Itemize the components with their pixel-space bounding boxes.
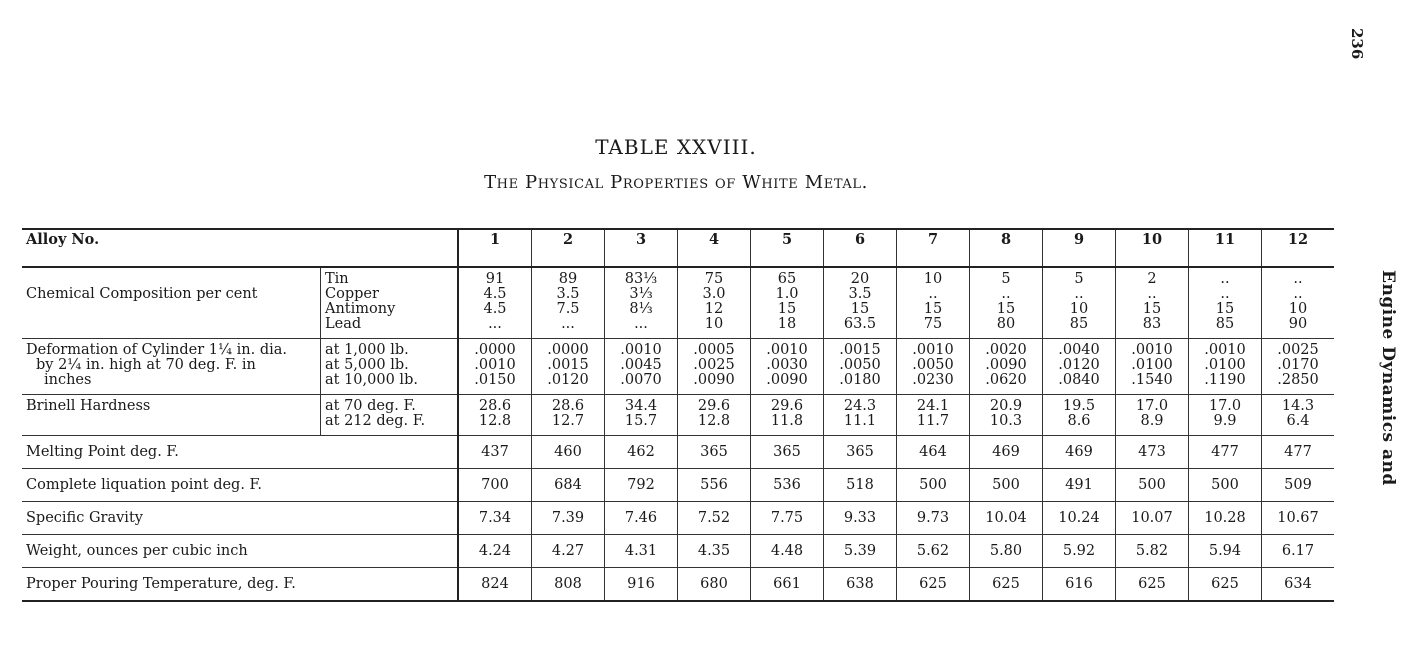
value: 15 [996,301,1016,317]
alloy-number-header: Alloy No. [26,231,100,248]
running-head: Engine Dynamics and [1378,270,1398,486]
sub-label: Antimony [325,301,396,317]
value: .0030 [766,357,808,373]
value: .. [928,286,938,302]
value: 8⅓ [629,301,653,317]
value-cell [1116,339,1189,395]
table-title: TABLE XXVIII. [595,135,757,159]
table-row [22,395,1334,436]
value: 10 [704,316,724,332]
value-cell [532,339,605,395]
value: 2 [1147,271,1157,287]
value-cell: 680 [678,568,751,602]
property-label-text: Melting Point deg. F. [26,443,179,460]
value: 15.7 [624,413,658,429]
value-cell: 473 [1116,436,1189,469]
value-cell [1189,267,1262,339]
value-cell [532,395,605,436]
value-cell: 469 [970,436,1043,469]
value-cell [458,395,532,436]
value: .0150 [474,372,516,388]
value: 11.1 [843,413,877,429]
value: 80 [996,316,1016,332]
value-cell: 7.75 [751,502,824,535]
property-label [22,469,458,502]
value: ... [634,316,648,332]
value-cell: 10.04 [970,502,1043,535]
value-cell [1262,395,1335,436]
value: 7.5 [556,301,580,317]
value: 75 [923,316,943,332]
value: .0010 [1131,342,1173,358]
alloy-number-1: 1 [458,229,532,267]
value: .0015 [839,342,881,358]
sub-label: at 70 deg. F. [325,398,416,414]
page-number: 236 [1348,28,1366,60]
value-cell: 4.27 [532,535,605,568]
value: 3.5 [556,286,580,302]
alloy-number-12: 12 [1262,229,1335,267]
value: 89 [558,271,578,287]
value-cell: 625 [1116,568,1189,602]
value: 17.0 [1135,398,1169,414]
value-cell: 7.46 [605,502,678,535]
table-row [22,339,1334,395]
value: 3⅓ [629,286,653,302]
value-cell: 7.39 [532,502,605,535]
value-cell [970,267,1043,339]
value-cell [1116,267,1189,339]
sub-label: at 10,000 lb. [325,372,418,388]
value: 12.8 [478,413,512,429]
property-label-line: inches [44,372,92,388]
value: .0010 [1204,342,1246,358]
alloy-number-2: 2 [532,229,605,267]
alloy-number-4: 4 [678,229,751,267]
value: 18 [777,316,797,332]
value: 83 [1142,316,1162,332]
property-label [22,395,321,436]
value-cell: 464 [897,436,970,469]
value: 3.5 [848,286,872,302]
value-cell: 509 [1262,469,1335,502]
value: 10 [1288,301,1308,317]
value: 28.6 [551,398,585,414]
value-cell: 700 [458,469,532,502]
value: .0010 [474,357,516,373]
value-cell [1116,395,1189,436]
value: .. [1147,286,1157,302]
value-cell: 5.82 [1116,535,1189,568]
value: 15 [1215,301,1235,317]
value: .. [1293,271,1303,287]
value-cell: 625 [970,568,1043,602]
value: .0090 [693,372,735,388]
value: 6.4 [1286,413,1310,429]
alloy-number-6: 6 [824,229,897,267]
value-cell: 916 [605,568,678,602]
value: 12.8 [697,413,731,429]
value-cell [897,267,970,339]
value-cell: 5.80 [970,535,1043,568]
sub-labels [321,395,459,436]
sub-labels [321,267,459,339]
value: .1190 [1204,372,1246,388]
value: .0015 [547,357,589,373]
value: 20.9 [989,398,1023,414]
value-cell [1043,339,1116,395]
value: 65 [777,271,797,287]
value: 29.6 [770,398,804,414]
value: .0100 [1131,357,1173,373]
value-cell [678,267,751,339]
value: .0025 [693,357,735,373]
value-cell: 4.24 [458,535,532,568]
value-cell [605,267,678,339]
value-cell: 500 [1116,469,1189,502]
value-cell: 460 [532,436,605,469]
table-row [22,436,1334,469]
value-cell: 625 [897,568,970,602]
value-cell [458,339,532,395]
alloy-number-5: 5 [751,229,824,267]
property-label [22,339,321,395]
value-cell [897,395,970,436]
value-cell: 661 [751,568,824,602]
value-cell [1043,395,1116,436]
value: 5 [1001,271,1011,287]
table-row [22,535,1334,568]
value: 29.6 [697,398,731,414]
value: .0025 [1277,342,1319,358]
value-cell: 5.94 [1189,535,1262,568]
property-label [22,535,458,568]
value-cell [1189,395,1262,436]
value-cell: 365 [678,436,751,469]
value: .. [1220,286,1230,302]
value-cell [1189,339,1262,395]
property-label-text: Brinell Hardness [26,398,151,414]
value-cell [824,395,897,436]
property-label-text: Specific Gravity [26,509,143,526]
value: .1540 [1131,372,1173,388]
property-label [22,568,458,602]
value: ... [488,316,502,332]
value: 3.0 [702,286,726,302]
value-cell: 9.33 [824,502,897,535]
value: 15 [850,301,870,317]
sub-label: at 212 deg. F. [325,413,426,429]
value: .0010 [620,342,662,358]
value: 12 [704,301,724,317]
value: .0010 [766,342,808,358]
table-subtitle: The Physical Properties of White Metal. [484,172,868,193]
value-cell: 477 [1262,436,1335,469]
value-cell: 10.67 [1262,502,1335,535]
value: 1.0 [775,286,799,302]
value: 20 [850,271,870,287]
value: 8.6 [1067,413,1091,429]
value-cell [824,267,897,339]
property-label [22,267,321,339]
value-cell [678,339,751,395]
value: 11.8 [770,413,804,429]
value: 90 [1288,316,1308,332]
white-metal-properties-table [22,228,1334,602]
property-label-text: Complete liquation point deg. F. [26,476,262,493]
value-cell [458,267,532,339]
value: .0010 [912,342,954,358]
value: 19.5 [1062,398,1096,414]
property-label-line: by 2¼ in. high at 70 deg. F. in [36,357,256,373]
value-cell: 536 [751,469,824,502]
value: .0840 [1058,372,1100,388]
value: .0040 [1058,342,1100,358]
value: .0120 [547,372,589,388]
value: .0070 [620,372,662,388]
value-cell [897,339,970,395]
alloy-number-11: 11 [1189,229,1262,267]
value-cell: 5.62 [897,535,970,568]
value: .0180 [839,372,881,388]
value-cell: 10.24 [1043,502,1116,535]
value-cell: 638 [824,568,897,602]
value: 10.3 [989,413,1023,429]
value: .0090 [766,372,808,388]
value-cell [678,395,751,436]
value-cell: 616 [1043,568,1116,602]
value-cell: 634 [1262,568,1335,602]
value: .0000 [474,342,516,358]
property-label-text: Chemical Composition per cent [26,286,258,302]
value-cell: 792 [605,469,678,502]
value-cell: 4.48 [751,535,824,568]
value-cell: 4.35 [678,535,751,568]
value: 4.5 [483,286,507,302]
value: 24.3 [843,398,877,414]
value: 34.4 [624,398,658,414]
value-cell: 10.28 [1189,502,1262,535]
value-cell [751,267,824,339]
value: 10 [1069,301,1089,317]
value-cell [1262,339,1335,395]
table-row [22,502,1334,535]
table-header-row [22,229,1334,267]
value-cell [605,339,678,395]
value-cell: 365 [751,436,824,469]
value-cell [824,339,897,395]
alloy-number-3: 3 [605,229,678,267]
value: .0000 [547,342,589,358]
sub-labels [321,339,459,395]
value: 11.7 [916,413,950,429]
value: 75 [704,271,724,287]
property-label [22,436,458,469]
value: 17.0 [1208,398,1242,414]
value-cell: 500 [897,469,970,502]
value-cell: 625 [1189,568,1262,602]
value: 91 [485,271,505,287]
value: .0620 [985,372,1027,388]
value-cell: 437 [458,436,532,469]
property-label-text: Proper Pouring Temperature, deg. F. [26,575,296,592]
value-cell [1262,267,1335,339]
value-cell: 808 [532,568,605,602]
value: 5 [1074,271,1084,287]
value: .0170 [1277,357,1319,373]
value: .0050 [912,357,954,373]
table-row [22,267,1334,339]
value: .0045 [620,357,662,373]
value: 24.1 [916,398,950,414]
alloy-number-9: 9 [1043,229,1116,267]
value-cell [970,395,1043,436]
value: .. [1074,286,1084,302]
value-cell: 500 [1189,469,1262,502]
value: 4.5 [483,301,507,317]
alloy-number-8: 8 [970,229,1043,267]
value-cell [1043,267,1116,339]
value-cell [970,339,1043,395]
value-cell: 824 [458,568,532,602]
value-cell: 9.73 [897,502,970,535]
value-cell: 469 [1043,436,1116,469]
value: 8.9 [1140,413,1164,429]
alloy-number-10: 10 [1116,229,1189,267]
value-cell [751,339,824,395]
value: 28.6 [478,398,512,414]
value-cell: 7.34 [458,502,532,535]
value-cell [605,395,678,436]
sub-label: Copper [325,286,379,302]
value: .0100 [1204,357,1246,373]
value-cell: 5.39 [824,535,897,568]
value-cell: 556 [678,469,751,502]
value-cell: 5.92 [1043,535,1116,568]
sub-label: Lead [325,316,362,332]
value: ... [561,316,575,332]
sub-label: at 5,000 lb. [325,357,409,373]
value-cell: 365 [824,436,897,469]
value: .0090 [985,357,1027,373]
value: 15 [923,301,943,317]
value: .0050 [839,357,881,373]
value: .0005 [693,342,735,358]
value: .. [1293,286,1303,302]
value-cell: 7.52 [678,502,751,535]
value: 85 [1069,316,1089,332]
value: 15 [1142,301,1162,317]
value-cell: 477 [1189,436,1262,469]
alloy-number-7: 7 [897,229,970,267]
table-row [22,469,1334,502]
value: 85 [1215,316,1235,332]
value: 15 [777,301,797,317]
value: .0020 [985,342,1027,358]
property-label-line: Deformation of Cylinder 1¼ in. dia. [26,342,288,358]
property-label-text: Weight, ounces per cubic inch [26,542,248,559]
value: 9.9 [1213,413,1237,429]
sub-label: Tin [325,271,349,287]
value: .. [1001,286,1011,302]
value: 12.7 [551,413,585,429]
value-cell: 10.07 [1116,502,1189,535]
value-cell: 462 [605,436,678,469]
value-cell: 500 [970,469,1043,502]
value-cell: 4.31 [605,535,678,568]
value: .2850 [1277,372,1319,388]
value-cell: 491 [1043,469,1116,502]
value: 83⅓ [624,271,658,287]
value: .0230 [912,372,954,388]
value: 10 [923,271,943,287]
value: 14.3 [1281,398,1315,414]
value-cell [532,267,605,339]
value-cell [751,395,824,436]
value-cell: 518 [824,469,897,502]
table-row [22,568,1334,602]
value: .0120 [1058,357,1100,373]
value: .. [1220,271,1230,287]
value-cell: 684 [532,469,605,502]
value: 63.5 [843,316,877,332]
value-cell: 6.17 [1262,535,1335,568]
sub-label: at 1,000 lb. [325,342,409,358]
property-label [22,502,458,535]
